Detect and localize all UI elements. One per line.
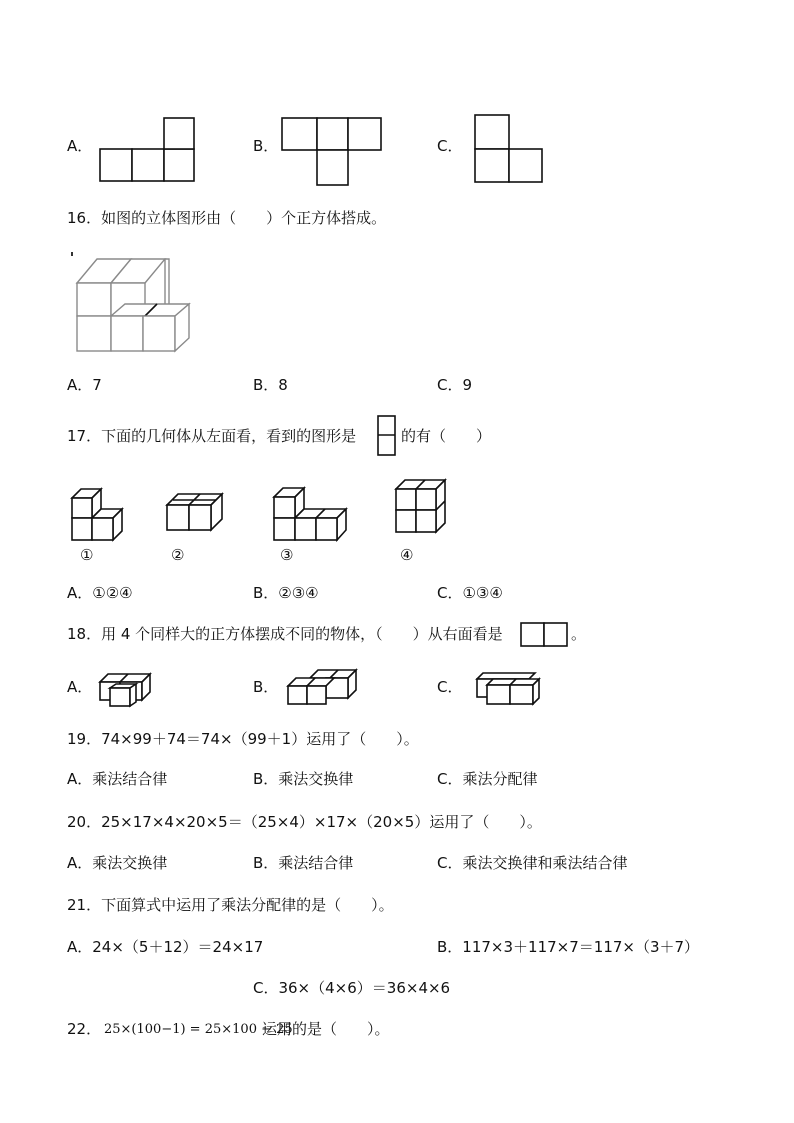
q19-option-c[interactable]: C．乘法分配律	[437, 770, 538, 788]
q17-figure-label-4: ④	[400, 546, 414, 564]
q17-figure-label-2: ②	[171, 546, 185, 564]
q18-option-b-figure[interactable]	[286, 668, 360, 706]
q19-option-b[interactable]: B．乘法交换律	[253, 770, 354, 788]
q22-number: 22．	[67, 1020, 102, 1038]
q19-option-a[interactable]: A．乘法结合律	[67, 770, 168, 788]
q20-stem: 20．25×17×4×20×5＝（25×4）×17×（20×5）运用了（ ）。	[67, 813, 542, 831]
q15-option-c-label: C．	[437, 137, 463, 155]
q18-stem-part2: 。	[571, 625, 587, 643]
q17-stem-part2: 的有（ ）	[401, 427, 492, 445]
q16-cube-stack-figure	[75, 256, 191, 354]
q20-option-a[interactable]: A．乘法交换律	[67, 854, 168, 872]
q18-option-a-figure[interactable]	[98, 672, 154, 708]
q18-option-c-label: C．	[437, 678, 463, 696]
q15-option-c-net-figure[interactable]	[474, 114, 544, 184]
q17-solid-3-figure	[273, 487, 349, 543]
q17-figure-label-3: ③	[280, 546, 294, 564]
q22-stem-part2: 运用的是（ ）。	[262, 1020, 390, 1038]
q16-stem: 16．如图的立体图形由（ ）个正方体搭成。	[67, 209, 387, 227]
q18-option-c-figure[interactable]	[475, 671, 543, 707]
q17-option-c[interactable]: C．①③④	[437, 584, 503, 602]
q15-option-a-net-figure[interactable]	[99, 117, 196, 183]
q20-option-b[interactable]: B．乘法结合律	[253, 854, 354, 872]
q16-option-c[interactable]: C．9	[437, 376, 473, 394]
q17-option-b[interactable]: B．②③④	[253, 584, 319, 602]
q18-stem-part1: 18．用 4 个同样大的正方体摆成不同的物体，（ ）从右面看是	[67, 625, 503, 643]
q18-right-view-icon	[520, 622, 570, 648]
q18-option-b-label: B．	[253, 678, 279, 696]
q15-option-b-net-figure[interactable]	[281, 117, 382, 187]
q15-option-b-label: B．	[253, 137, 279, 155]
q17-left-view-icon	[377, 415, 397, 457]
q15-option-a-label: A．	[67, 137, 93, 155]
q22-formula: 25×(100−1) = 25×100 − 25	[104, 1022, 293, 1037]
q21-option-c[interactable]: C．36×（4×6）＝36×4×6	[253, 979, 451, 997]
q18-option-a-label: A．	[67, 678, 93, 696]
q17-solid-1-figure	[71, 488, 125, 543]
q16-dot-mark	[71, 252, 73, 256]
q17-stem-part1: 17．下面的几何体从左面看，看到的图形是	[67, 427, 357, 445]
q20-option-c[interactable]: C．乘法交换律和乘法结合律	[437, 854, 628, 872]
q21-option-a[interactable]: A．24×（5＋12）＝24×17	[67, 938, 264, 956]
q17-solid-4-figure	[395, 479, 447, 535]
q16-option-a[interactable]: A．7	[67, 376, 102, 394]
q16-option-b[interactable]: B．8	[253, 376, 288, 394]
q21-option-b[interactable]: B．117×3＋117×7＝117×（3＋7）	[437, 938, 700, 956]
q21-stem: 21．下面算式中运用了乘法分配律的是（ ）。	[67, 896, 394, 914]
q17-figure-label-1: ①	[80, 546, 94, 564]
q17-solid-2-figure	[166, 492, 226, 532]
q17-option-a[interactable]: A．①②④	[67, 584, 133, 602]
q19-stem: 19．74×99＋74＝74×（99＋1）运用了（ ）。	[67, 730, 419, 748]
